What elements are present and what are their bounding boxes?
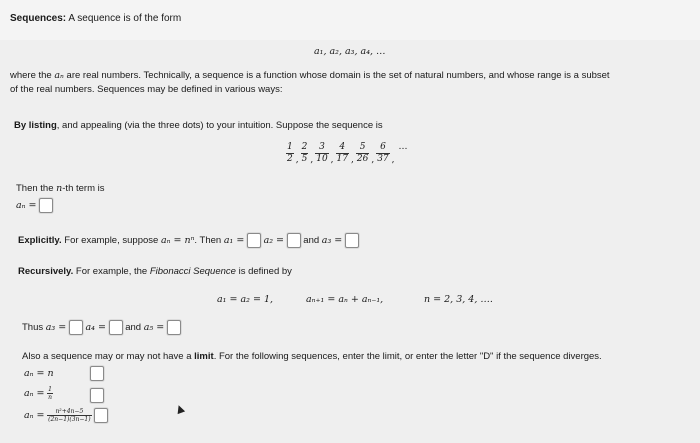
sequence-fraction (286, 142, 294, 165)
fibonacci-a3-input[interactable] (69, 320, 83, 335)
sequence-comma: , (351, 155, 354, 165)
limit-row-1: aₙ = n (24, 368, 54, 379)
sequence-comma: , (295, 155, 299, 165)
nth-term-answer-input[interactable] (39, 198, 53, 213)
fraction-denominator: 26 (356, 154, 369, 164)
sequence-fraction (301, 142, 309, 165)
fraction-numerator: 2 (301, 142, 308, 152)
explicit-a1-input[interactable] (247, 233, 261, 248)
fibonacci-initial: a₁ = a₂ = 1, (217, 294, 274, 305)
form-expression: a₁, a₂, a₃, a₄, … (314, 46, 386, 57)
explicit-row: Explicitly. For example, suppose aₙ = nⁿ. Then a₁ = a₂ = and a₃ = (18, 233, 359, 248)
intro-line-1: where the aₙ are real numbers. Technically, a sequence is a function whose domain is the set of natural numbers, and whose range is a subset (10, 70, 610, 81)
fraction-denominator: 17 (336, 154, 348, 164)
fraction-numerator: 5 (359, 142, 366, 152)
sequence-comma: , (391, 155, 395, 165)
limit-paragraph: Also a sequence may or may not have a limit. For the following sequences, enter the limit, or enter the letter "D" if the sequence diverges. (22, 351, 602, 362)
limit-2-answer-input[interactable] (90, 388, 104, 403)
sequence-listing (286, 142, 410, 165)
sequence-comma: , (310, 155, 314, 165)
listing-paragraph: By listing, and appealing (via the three dots) to your intuition. Suppose the sequence is (14, 120, 383, 131)
thus-row: Thus a₃ = a₄ = and a₅ = (22, 320, 181, 335)
fibonacci-range: n = 2, 3, 4, …. (424, 294, 493, 305)
limit-1-answer-input[interactable] (90, 366, 104, 381)
sequence-comma: , (330, 155, 334, 165)
fraction-numerator: 1 (287, 142, 293, 152)
fraction-numerator: 6 (380, 142, 386, 152)
fraction-denominator: 10 (316, 154, 328, 164)
sequence-fraction (336, 142, 349, 165)
sequence-fraction (376, 142, 389, 165)
limit-row-2: aₙ = $\frac{1}{n}$ (24, 386, 53, 401)
explicit-a2-input[interactable] (287, 233, 301, 248)
fraction-denominator: 2 (287, 154, 293, 164)
limit-2-fraction: $\frac{1}{n}$ (48, 386, 53, 401)
explicit-a3-input[interactable] (345, 233, 359, 248)
recursive-paragraph: Recursively. For example, the Fibonacci Sequence is defined by (18, 266, 292, 277)
fraction-numerator: 4 (339, 142, 346, 152)
fraction-numerator: 3 (319, 142, 325, 152)
sequence-ellipsis: … (398, 142, 408, 152)
fraction-denominator: 37 (377, 154, 389, 164)
sequence-fraction (315, 142, 328, 165)
problem-title: Sequences: A sequence is of the form (10, 13, 182, 24)
fraction-denominator: 5 (301, 154, 308, 164)
limit-row-3: aₙ = $\frac{\text{n²+4n−5}}{(2n-1)(3n-1)}$ (24, 408, 108, 423)
mouse-cursor-icon (176, 405, 184, 416)
fibonacci-a4-input[interactable] (109, 320, 123, 335)
fibonacci-a5-input[interactable] (167, 320, 181, 335)
nth-term-label: Then the n-th term is (16, 183, 105, 194)
sequence-comma: , (371, 155, 375, 165)
sequence-fraction (356, 142, 369, 165)
limit-3-fraction: $\frac{\text{n²+4n−5}}{(2n-1)(3n-1)}$ (48, 408, 91, 423)
nth-term-row: aₙ = (16, 198, 53, 213)
cursor-arrow-icon (175, 404, 185, 414)
intro-line-2: of the real numbers. Sequences may be defined in various ways: (10, 84, 283, 95)
fibonacci-recurrence: aₙ₊₁ = aₙ + aₙ₋₁, (306, 294, 384, 305)
sequence-fractions (286, 142, 397, 165)
limit-3-answer-input[interactable] (94, 408, 108, 423)
